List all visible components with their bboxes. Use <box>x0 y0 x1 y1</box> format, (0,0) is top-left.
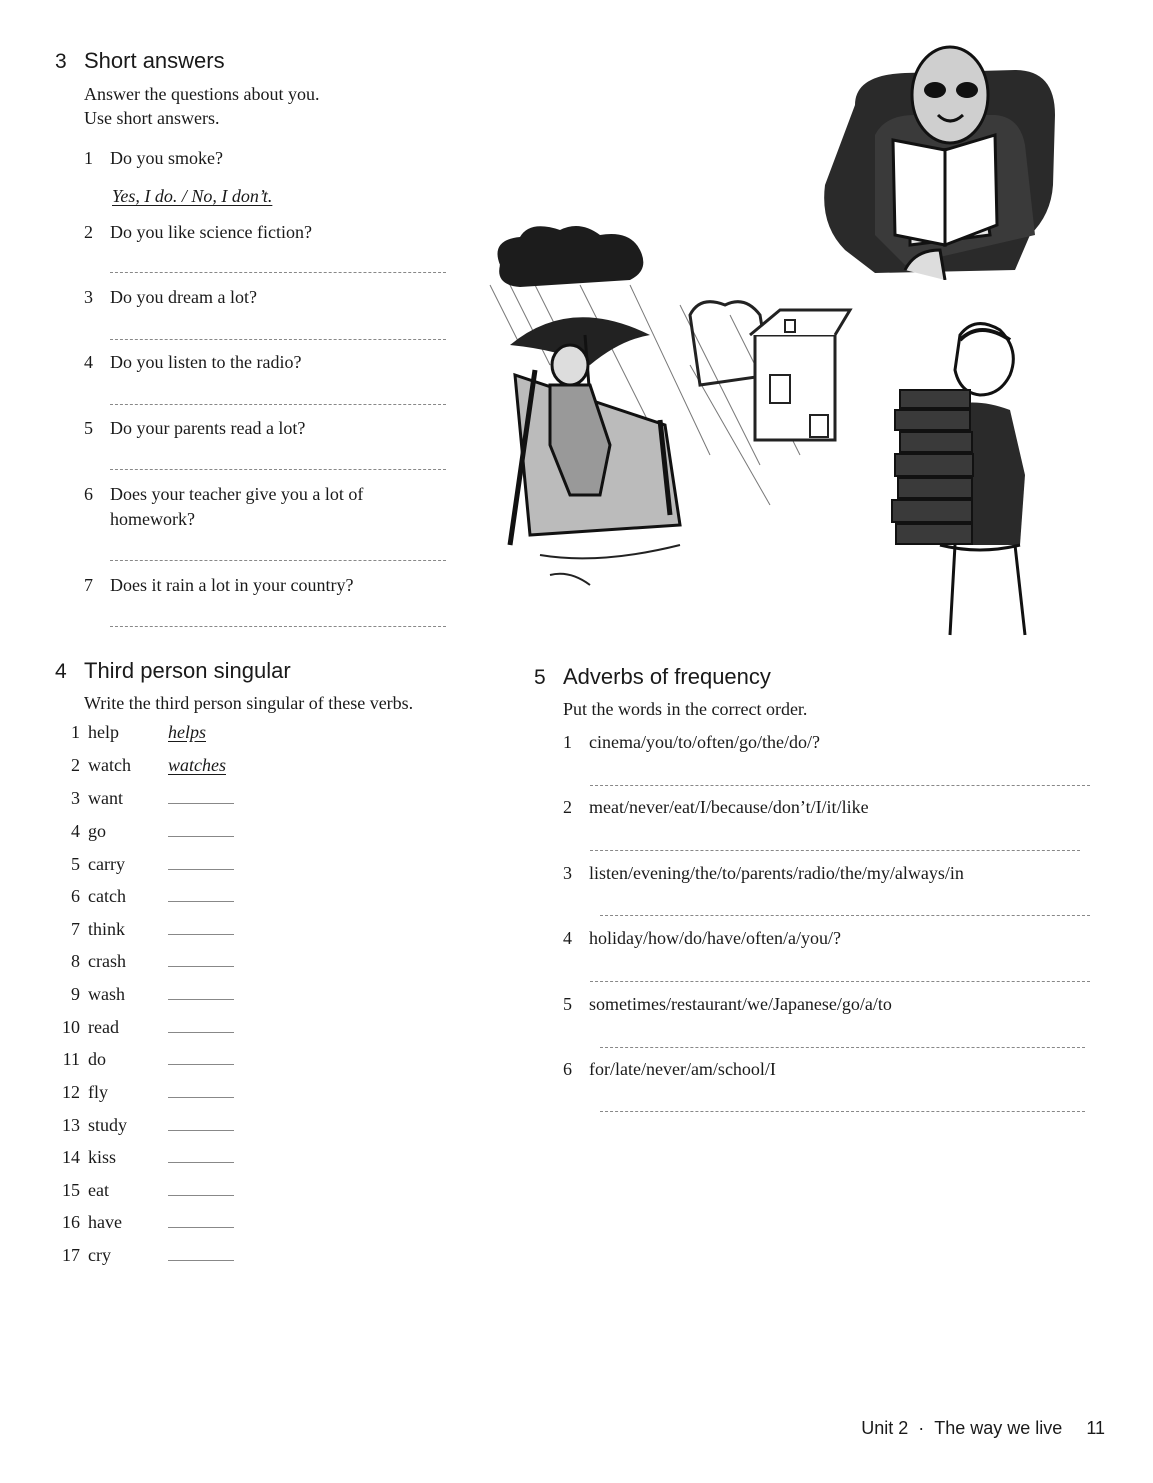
question-number: 1 <box>84 148 93 168</box>
answer-blank[interactable] <box>168 920 234 935</box>
verb-number: 4 <box>71 821 80 841</box>
verb-item <box>50 854 234 875</box>
verb-number: 3 <box>71 788 80 808</box>
verb-number: 12 <box>62 1082 80 1102</box>
section-4-instruction: Write the third person singular of these verbs. <box>84 693 414 713</box>
answer-blank[interactable] <box>168 1246 234 1261</box>
verb-number: 6 <box>71 886 80 906</box>
verb-item <box>50 1049 234 1070</box>
verb-number: 2 <box>71 755 80 775</box>
verb-word: do <box>88 1049 106 1069</box>
verb-word: cry <box>88 1245 111 1265</box>
item-number: 6 <box>563 1059 572 1079</box>
answer-blank[interactable] <box>168 1018 234 1033</box>
footer-unit: Unit 2 <box>861 1418 909 1438</box>
verb-word: think <box>88 919 126 939</box>
answer-blank[interactable] <box>168 1116 234 1131</box>
verb-word: crash <box>88 951 126 971</box>
reorder-item-2 <box>563 795 1089 820</box>
reorder-item-5 <box>563 992 1089 1017</box>
answer-line[interactable] <box>600 1047 1085 1048</box>
verb-item <box>50 1180 234 1201</box>
answer-line[interactable] <box>110 469 446 470</box>
answer-blank[interactable] <box>168 952 234 967</box>
item-words: for/late/never/am/school/I <box>589 1059 776 1079</box>
answer-line[interactable] <box>110 272 446 273</box>
item-number: 4 <box>563 928 572 948</box>
verb-item <box>50 1017 234 1038</box>
verb-word: want <box>88 788 123 808</box>
verb-number: 17 <box>62 1245 80 1265</box>
verb-number: 11 <box>62 1049 80 1069</box>
question-text: Does it rain a lot in your country? <box>110 575 354 595</box>
verb-number: 13 <box>62 1115 80 1135</box>
reorder-item-4 <box>563 926 1089 951</box>
section-3-heading <box>55 48 225 74</box>
question-text: Do you like science fiction? <box>110 222 312 242</box>
answer-blank[interactable] <box>168 789 234 804</box>
reorder-item-3 <box>563 861 1109 886</box>
question-5 <box>84 416 440 441</box>
answer-blank[interactable] <box>168 1148 234 1163</box>
answer-line[interactable] <box>600 915 1090 916</box>
section-title: Third person singular <box>84 658 291 683</box>
question-2 <box>84 220 440 245</box>
question-text: Do you smoke? <box>110 148 223 168</box>
question-number: 2 <box>84 222 93 242</box>
question-text: Does your teacher give you a lot of homework? <box>110 484 364 529</box>
item-words: sometimes/restaurant/we/Japanese/go/a/to <box>589 994 892 1014</box>
question-3 <box>84 285 440 310</box>
verb-item <box>50 984 234 1005</box>
verb-answer: watches <box>168 755 226 775</box>
verb-number: 8 <box>71 951 80 971</box>
answer-line[interactable] <box>110 626 446 627</box>
item-words: holiday/how/do/have/often/a/you/? <box>589 928 841 948</box>
verb-answer: helps <box>168 722 206 742</box>
instruction-line: Answer the questions about you. <box>84 84 320 104</box>
question-number: 5 <box>84 418 93 438</box>
verb-word: watch <box>88 755 131 775</box>
answer-blank[interactable] <box>168 1083 234 1098</box>
item-number: 5 <box>563 994 572 1014</box>
verb-word: carry <box>88 854 125 874</box>
section-5-instruction: Put the words in the correct order. <box>563 699 808 719</box>
verb-number: 15 <box>62 1180 80 1200</box>
answer-blank[interactable] <box>168 1050 234 1065</box>
section-title: Adverbs of frequency <box>563 664 771 689</box>
verb-item <box>50 1147 234 1168</box>
answer-blank[interactable] <box>168 1181 234 1196</box>
question-6 <box>84 482 410 532</box>
verb-item <box>50 919 234 940</box>
verb-number: 16 <box>62 1212 80 1232</box>
item-number: 3 <box>563 863 572 883</box>
answer-blank[interactable] <box>168 1213 234 1228</box>
item-number: 2 <box>563 797 572 817</box>
verb-item <box>50 722 206 743</box>
reorder-item-1 <box>563 730 1089 755</box>
question-text: Do you listen to the radio? <box>110 352 302 372</box>
answer-blank[interactable] <box>168 855 234 870</box>
footer-separator: · <box>918 1418 925 1438</box>
verb-number: 1 <box>71 722 80 742</box>
verb-number: 9 <box>71 984 80 1004</box>
verb-item <box>50 755 226 776</box>
question-4 <box>84 350 440 375</box>
verb-item <box>50 1212 234 1233</box>
boy-carrying-books-illustration <box>880 315 1040 640</box>
answer-blank[interactable] <box>168 985 234 1000</box>
question-text: Do you dream a lot? <box>110 287 257 307</box>
verb-number: 14 <box>62 1147 80 1167</box>
section-5-heading <box>534 664 771 690</box>
verb-word: kiss <box>88 1147 117 1167</box>
verb-number: 5 <box>71 854 80 874</box>
verb-item <box>50 821 234 842</box>
verb-item <box>50 1115 234 1136</box>
section-4-heading <box>55 658 291 684</box>
answer-line[interactable] <box>590 850 1080 851</box>
answer-line[interactable] <box>110 339 446 340</box>
verb-word: study <box>88 1115 128 1135</box>
section-3-instruction <box>84 82 319 130</box>
item-number: 1 <box>563 732 572 752</box>
instruction-line: Use short answers. <box>84 108 220 128</box>
answer-line[interactable] <box>110 560 446 561</box>
verb-item <box>50 788 234 809</box>
page-footer <box>861 1418 1105 1439</box>
verb-word: have <box>88 1212 122 1232</box>
question-number: 7 <box>84 575 93 595</box>
answer-line[interactable] <box>590 981 1090 982</box>
question-number: 4 <box>84 352 93 372</box>
example-answer: Yes, I do. / No, I don’t. <box>112 186 273 206</box>
verb-item <box>50 1245 234 1266</box>
answer-blank[interactable] <box>168 887 234 902</box>
verb-number: 7 <box>71 919 80 939</box>
section-number: 5 <box>534 666 546 689</box>
verb-item <box>50 951 234 972</box>
question-1 <box>84 146 440 171</box>
verb-word: eat <box>88 1180 109 1200</box>
item-words: cinema/you/to/often/go/the/do/? <box>589 732 820 752</box>
verb-word: go <box>88 821 106 841</box>
answer-line[interactable] <box>590 785 1090 786</box>
section-number: 3 <box>55 50 67 73</box>
verb-item <box>50 1082 234 1103</box>
answer-blank[interactable] <box>168 822 234 837</box>
answer-line[interactable] <box>600 1111 1085 1112</box>
section-number: 4 <box>55 660 67 683</box>
question-number: 3 <box>84 287 93 307</box>
item-words: listen/evening/the/to/parents/radio/the/my/always/in <box>589 863 964 883</box>
question-text: Do your parents read a lot? <box>110 418 306 438</box>
question-7 <box>84 573 440 598</box>
section-title: Short answers <box>84 48 225 73</box>
page-number: 11 <box>1086 1418 1105 1438</box>
footer-title: The way we live <box>934 1418 1063 1438</box>
verb-word: wash <box>88 984 125 1004</box>
verb-item <box>50 886 234 907</box>
rainy-day-illustration <box>480 225 860 605</box>
verb-word: fly <box>88 1082 108 1102</box>
reorder-item-6 <box>563 1057 1089 1082</box>
verb-word: read <box>88 1017 119 1037</box>
verb-word: catch <box>88 886 126 906</box>
answer-line[interactable] <box>110 404 446 405</box>
verb-word: help <box>88 722 119 742</box>
item-words: meat/never/eat/I/because/don’t/I/it/like <box>589 797 869 817</box>
question-number: 6 <box>84 484 93 504</box>
verb-number: 10 <box>62 1017 80 1037</box>
